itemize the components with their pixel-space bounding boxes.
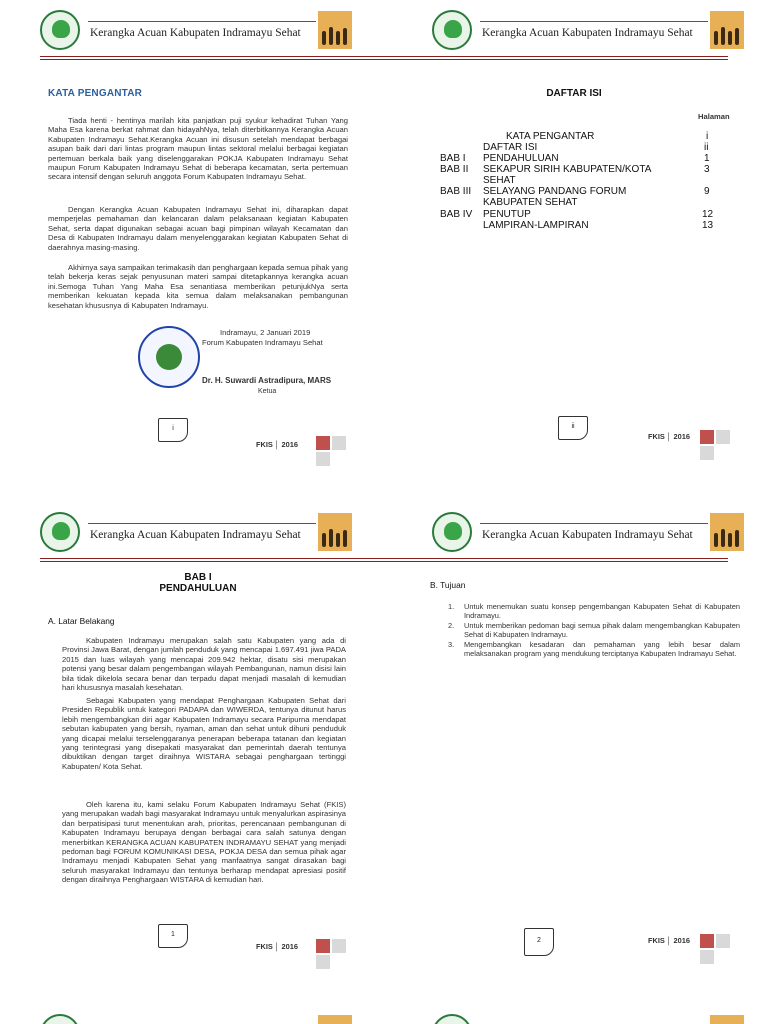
header-title: Kerangka Acuan Kabupaten Indramayu Sehat [482,27,693,39]
signer-role: Ketua [258,388,277,395]
header-title: Kerangka Acuan Kabupaten Indramayu Sehat [90,27,301,39]
logo-green-icon [432,512,472,552]
place-date: Indramayu, 2 Januari 2019 [220,328,311,337]
logo-green-icon [432,10,472,50]
toc-page: 3 [704,164,710,175]
footer-square [332,436,346,450]
chapter-title: PENDAHULUAN [159,583,237,594]
paragraph: Akhirnya saya sampaikan terimakasih dan penghargaan kepada semua pihak yang telah bekerja keras sejak penyusunan materi sampai ditetapkannya kerangka acuan ini.Semoga Tuhan Yang Maha Esa senantiasa memberikan petunjukNya serta memberikan kekuatan kepada kita semua dalam melaksanakan pembangunan kesehatan khususnya di Kabupaten Indramayu. [48,263,348,310]
list-number: 2. [448,621,455,630]
header-rule [384,56,728,57]
page-tujuan [384,512,768,1024]
logo-people-icon [710,513,744,551]
page-header [432,512,732,554]
page-title: KATA PENGANTAR [48,88,143,99]
paragraph: Sebagai Kabupaten yang mendapat Penghargaan Kabupaten Sehat dari Presiden Republik untuk kategori PADAPA dan WIWERDA, tentunya ditunut harus lebih mengembangkan diri agar Kabupaten Indramayu secara Paripurna mendapat sebutan kabupaten yang bersih, nyaman, aman dan sehat untuk dihuni penduduk yang dicapai melalui terselenggaranya penerapan beberapa tatanan dan kegiatan yang terintegrasi yang disepakati masyarakat dan pemerintah daerah tentunya dibuktikan dengan target diraihnya WISTARA sebagai penghargaan tertinggi Kabupaten/ Kota Sehat. [62,696,346,771]
header-rule [40,59,384,60]
toc-title: DAFTAR ISI [483,142,538,153]
page-bab-1 [0,512,384,1024]
header-title: Kerangka Acuan Kabupaten Indramayu Sehat [482,529,693,541]
list-item: Untuk menemukan suatu konsep pengembangan Kabupaten Sehat di Kabupaten Indramayu. [464,602,740,621]
footer-label: FKIS │ 2016 [648,432,691,441]
list-number: 1. [448,602,455,611]
toc-title: KATA PENGANTAR [506,131,595,142]
page-header [432,10,732,52]
toc-title: PENUTUP [483,209,531,220]
page-number: 1 [158,924,188,948]
footer-label: FKIS │ 2016 [648,936,691,945]
toc-title: LAMPIRAN-LAMPIRAN [483,220,589,231]
page-daftar-isi [384,0,768,512]
section-heading: B. Tujuan [430,580,466,590]
toc-page: ii [704,142,709,153]
toc-page: i [706,131,709,142]
header-rule [384,558,728,559]
logo-green-icon [40,10,80,50]
logo-people-icon [318,11,352,49]
header-rule [384,561,728,562]
logo-people-icon [318,513,352,551]
page-number: i [158,418,188,442]
page-number: ii [558,416,588,440]
toc-bab: BAB I [440,153,466,164]
footer-square [700,430,714,444]
toc-title: SEHAT [483,175,516,186]
footer-square [316,939,330,953]
toc-bab: BAB III [440,186,472,197]
list-item: Untuk memberikan pedoman bagi semua pihak dalam mengembangkan Kabupaten Sehat di Kabupaten Indramayu. [464,621,740,640]
logo-green-icon [40,512,80,552]
organization: Forum Kabupaten Indramayu Sehat [202,338,323,347]
toc-title: SELAYANG PANDANG FORUM [483,186,627,197]
page-title: DAFTAR ISI [546,88,602,99]
paragraph: Kabupaten Indramayu merupakan salah satu Kabupaten yang ada di Provinsi Jawa Barat, dengan jumlah penduduk yang mencapai 1.697.491 jiwa PADA 2015 dan luas wilayah yang mencapai 209.942 hektar, disatu sisi merupakan potensi yang besar dalam pengembangan wilayah Pembangunan, namun disisi lain bila tidak dikelola secara benar dan terpadu dapat menjadi masalah di kemudian hari khususnya masalah kesehatan. [62,636,346,693]
page-number: 2 [524,928,554,956]
stamp-icon [138,326,200,388]
footer-square [700,446,714,460]
chapter-number: BAB I [184,572,212,583]
footer-label: FKIS │ 2016 [256,440,299,449]
toc-title: PENDAHULUAN [483,153,559,164]
footer-square [716,430,730,444]
next-page-header-right-logo-2 [710,1015,744,1024]
header-line [480,523,708,524]
header-rule [384,59,728,60]
toc-title: KABUPATEN SEHAT [483,197,578,208]
toc-bab: BAB II [440,164,469,175]
footer-square [316,452,330,466]
header-title: Kerangka Acuan Kabupaten Indramayu Sehat [90,529,301,541]
list-number: 3. [448,640,455,649]
page-header [40,512,340,554]
paragraph: Tiada henti - hentinya marilah kita panjatkan puji syukur kehadirat Tuhan Yang Maha Esa karena berkat rahmat dan hidayahNya, telah diterbitkannya Kerangka Acuan Kabupaten Indramayu Sehat.Kerangka Acuan ini disusun setelah mendapat berbagai asupan baik dari dari lintas program maupun lintas sektoral melalui berbagai kegiatan pertemuan berkala baik yang diselenggarakan POKJA Kabupaten Indramayu Sehat maupun Forum Kabupaten Indramayu Sehat di beberapa kecamatan, serta pertemuan secara intensif dengan seluruh anggota Forum Kabupaten Indramayu Sehat. [48,116,348,182]
header-rule [40,558,384,559]
section-heading: A. Latar Belakang [48,616,115,626]
header-line [88,21,316,22]
signer-name: Dr. H. Suwardi Astradipura, MARS [202,376,332,385]
page-header [40,10,340,52]
paragraph: Dengan Kerangka Acuan Kabupaten Indramayu Sehat ini, diharapkan dapat memperjelas pemahaman dan kelancaran dalam pelaksanaan kegiatan Kabupaten Sehat, serta dapat digunakan sebagai acuan bagi pimpinan wilayah Kecamatan dan Desa di Kabupaten Indramayu dalam menyelenggarakan kegiatan Kabupaten Sehat di daerahnya masing-masing. [48,205,348,252]
header-line [480,21,708,22]
next-page-header-left-2 [432,1014,472,1024]
paragraph: Oleh karena itu, kami selaku Forum Kabupaten Indramayu Sehat (FKIS) yang merupakan wadah bagi masyarakat Indramayu untuk menyalurkan aspirasinya dan berpatisipasi turut menentukan arah, prioritas, perencanaan pembangunan di Kabupaten Indramayu berupaya dengan berbagai cara salah satunya dengan menerbitkan KERANGKA ACUAN KABUPATEN INDRAMAYU SEHAT yang menjadi pedoman bagi FORUM KOMUNIKASI DESA, POKJA DESA dan semua pihak agar Indramayu menjadi Kabupaten Sehat yang manfaatnya sangat dirasakan bagi seluruh masyarakat Indramayu dan tentunya berharap mendapat apresiasi positif dengan diraihnya Penghargaan WISTARA di kemudian hari. [62,800,346,885]
footer-square [700,950,714,964]
toc-page: 9 [704,186,710,197]
next-page-header-right-logo [318,1015,352,1024]
footer-square [316,436,330,450]
footer-square [316,955,330,969]
header-rule [40,56,384,57]
toc-page: 13 [702,220,714,231]
toc-page: 1 [704,153,710,164]
toc-bab: BAB IV [440,209,473,220]
logo-green-icon [432,1014,472,1024]
header-line [88,523,316,524]
logo-people-icon [710,11,744,49]
footer-square [716,934,730,948]
halaman-label: Halaman [698,112,730,121]
list-item: Mengembangkan kesadaran dan pemahaman yang lebih besar dalam melaksanakan program yang mendukung terciptanya Kabupaten Indramayu Sehat. [464,640,740,659]
header-rule [40,561,384,562]
next-page-header-left [40,1014,80,1024]
toc-title: SEKAPUR SIRIH KABUPATEN/KOTA [483,164,652,175]
footer-square [700,934,714,948]
footer-label: FKIS │ 2016 [256,942,299,951]
toc-page: 12 [702,209,714,220]
footer-square [332,939,346,953]
logo-green-icon [40,1014,80,1024]
page-kata-pengantar [0,0,384,512]
